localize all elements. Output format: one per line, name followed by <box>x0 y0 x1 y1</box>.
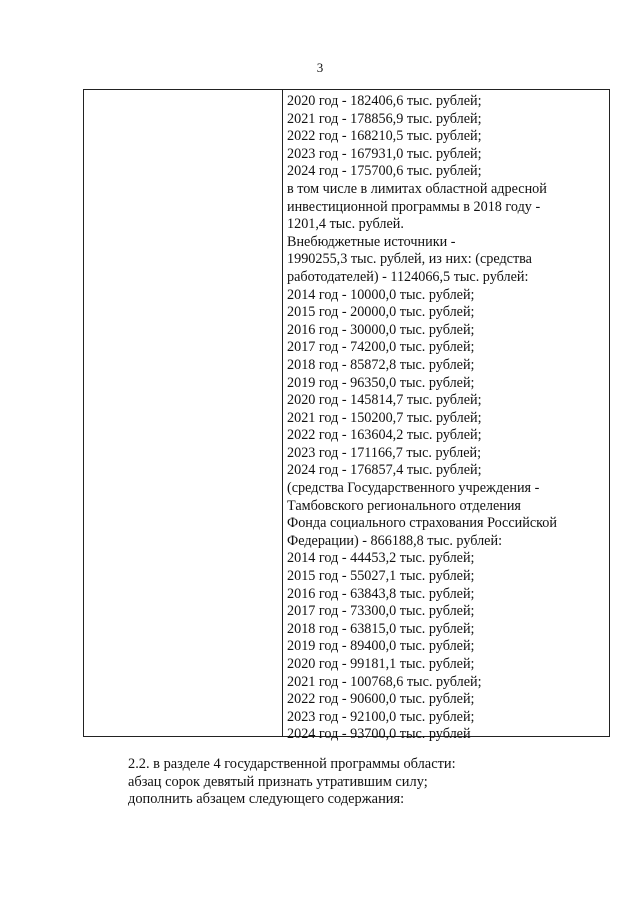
funding-line: 2023 год - 171166,7 тыс. рублей; <box>287 444 482 461</box>
funding-line: инвестиционной программы в 2018 году - <box>287 198 541 215</box>
funding-line: 2018 год - 85872,8 тыс. рублей; <box>287 356 475 373</box>
funding-line: Федерации) - 866188,8 тыс. рублей: <box>287 532 503 549</box>
funding-line: Внебюджетные источники - <box>287 233 456 250</box>
funding-line: 2021 год - 178856,9 тыс. рублей; <box>287 110 482 127</box>
funding-line: 2024 год - 176857,4 тыс. рублей; <box>287 462 482 479</box>
funding-line: Тамбовского регионального отделения <box>287 497 521 514</box>
funding-line: 2022 год - 90600,0 тыс. рублей; <box>287 691 475 708</box>
funding-line: 2024 год - 93700,0 тыс. рублей <box>287 726 471 743</box>
paragraph-line: дополнить абзацем следующего содержания: <box>128 791 405 808</box>
amendment-text <box>128 756 610 809</box>
funding-line: 1990255,3 тыс. рублей, из них: (средства <box>287 251 532 268</box>
funding-line: 2016 год - 63843,8 тыс. рублей; <box>287 585 475 602</box>
funding-line: 2021 год - 100768,6 тыс. рублей; <box>287 673 482 690</box>
funding-line: Фонда социального страхования Российской <box>287 515 557 532</box>
funding-line: 2017 год - 74200,0 тыс. рублей; <box>287 339 475 356</box>
program-table <box>83 89 610 743</box>
funding-line: 2014 год - 10000,0 тыс. рублей; <box>287 286 475 303</box>
paragraph-line: абзац сорок девятый признать утратившим силу; <box>128 773 428 790</box>
funding-line: 2020 год - 182406,6 тыс. рублей; <box>287 93 482 109</box>
funding-line: 2015 год - 20000,0 тыс. рублей; <box>287 304 475 321</box>
column-divider <box>282 90 283 736</box>
table-right-cell <box>287 93 605 744</box>
funding-line: 2019 год - 89400,0 тыс. рублей; <box>287 638 475 655</box>
funding-line: работодателей) - 1124066,5 тыс. рублей: <box>287 268 529 285</box>
funding-line: 2018 год - 63815,0 тыс. рублей; <box>287 620 475 637</box>
paragraph-line: 2.2. в разделе 4 государственной программы области: <box>128 756 456 772</box>
funding-line: 2023 год - 167931,0 тыс. рублей; <box>287 145 482 162</box>
funding-line: 2021 год - 150200,7 тыс. рублей; <box>287 409 482 426</box>
page-number: 3 <box>316 60 324 75</box>
funding-line: 2014 год - 44453,2 тыс. рублей; <box>287 550 475 567</box>
funding-line: 2015 год - 55027,1 тыс. рублей; <box>287 568 475 585</box>
funding-line: 2017 год - 73300,0 тыс. рублей; <box>287 603 475 620</box>
funding-line: (средства Государственного учреждения - <box>287 480 540 497</box>
funding-line: 2022 год - 163604,2 тыс. рублей; <box>287 427 482 444</box>
funding-line: 2022 год - 168210,5 тыс. рублей; <box>287 128 482 145</box>
funding-line: 2024 год - 175700,6 тыс. рублей; <box>287 163 482 180</box>
funding-line: 2023 год - 92100,0 тыс. рублей; <box>287 708 475 725</box>
funding-line: 2020 год - 99181,1 тыс. рублей; <box>287 656 475 672</box>
funding-line: 2016 год - 30000,0 тыс. рублей; <box>287 321 475 338</box>
funding-line: в том числе в лимитах областной адресной <box>287 180 547 197</box>
funding-line: 2019 год - 96350,0 тыс. рублей; <box>287 374 475 391</box>
funding-line: 1201,4 тыс. рублей. <box>287 216 404 233</box>
funding-line: 2020 год - 145814,7 тыс. рублей; <box>287 392 482 409</box>
